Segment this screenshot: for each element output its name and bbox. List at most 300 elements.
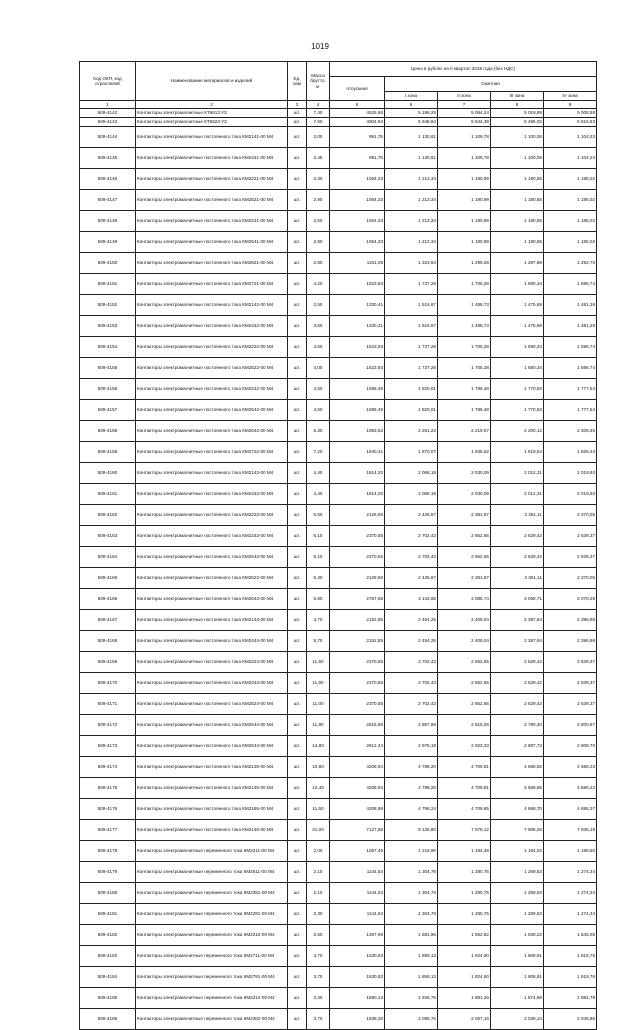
row-code: 509-4147 <box>80 190 136 211</box>
row-release-price: 1983,52 <box>330 421 385 442</box>
row-unit: шт. <box>288 883 307 904</box>
table-row <box>80 967 597 988</box>
row-code: 509-4170 <box>80 673 136 694</box>
row-zone-3-price: 1 475,69 <box>491 295 544 316</box>
row-name: Контакторы электромагнитные переменного тока КМ2302-00 М4 <box>136 1009 288 1030</box>
row-name: Контакторы электромагнитные КТ6613 УЗ <box>136 109 288 118</box>
row-zone-4-price: 2 208,45 <box>544 421 597 442</box>
table-row <box>80 337 597 358</box>
row-code: 509-4154 <box>80 337 136 358</box>
row-name: Контакторы электромагнитные постоянного тока КМ2142-00 М4 <box>136 295 288 316</box>
row-release-price: 1838,30 <box>330 1009 385 1030</box>
row-release-price: 2757,58 <box>330 589 385 610</box>
row-unit: шт. <box>288 109 307 118</box>
row-zone-1-price: 1 737,28 <box>385 274 438 295</box>
row-code: 509-4153 <box>80 316 136 337</box>
row-unit: шт. <box>288 946 307 967</box>
row-code: 509-4175 <box>80 778 136 799</box>
row-name: Контакторы электромагнитные переменного тока КМ2291-00 М4 <box>136 904 288 925</box>
row-unit: шт. <box>288 505 307 526</box>
row-release-price: 1144,54 <box>330 883 385 904</box>
row-mass: 2,50 <box>307 211 330 232</box>
row-zone-1-price: 5 648,84 <box>385 118 438 127</box>
row-name: Контакторы электромагнитные постоянного тока КМ2644-00 М4 <box>136 736 288 757</box>
row-zone-2-price: 1 190,99 <box>438 190 491 211</box>
row-zone-3-price: 4 668,70 <box>491 799 544 820</box>
row-zone-3-price: 1 269,53 <box>491 862 544 883</box>
row-code: 509-4159 <box>80 442 136 463</box>
header-zone-1: I зона <box>385 92 438 101</box>
row-zone-2-price: 2 057,16 <box>438 1009 491 1030</box>
row-code: 509-4155 <box>80 358 136 379</box>
row-zone-1-price: 2 426,67 <box>385 505 438 526</box>
row-zone-4-price: 2 639,37 <box>544 526 597 547</box>
table-row <box>80 589 597 610</box>
row-name: Контакторы электромагнитные постоянного тока КМ2543-00 М4 <box>136 547 288 568</box>
row-zone-3-price: 2 361,11 <box>491 505 544 526</box>
row-zone-2-price: 1 299,26 <box>438 253 491 274</box>
row-zone-4-price: 5 008,59 <box>544 109 597 118</box>
row-zone-1-price: 5 196,28 <box>385 109 438 118</box>
row-zone-2-price: 1 835,62 <box>438 442 491 463</box>
row-zone-1-price: 2 261,22 <box>385 421 438 442</box>
row-name: Контакторы электромагнитные постоянного тока КМ2144-00 М4 <box>136 610 288 631</box>
row-name: Контакторы электромагнитные постоянного тока КМ2443-00 М4 <box>136 484 288 505</box>
row-mass: 2,90 <box>307 190 330 211</box>
row-zone-3-price: 1 180,55 <box>491 211 544 232</box>
row-release-price: 1330,41 <box>330 295 385 316</box>
row-zone-1-price: 4 798,24 <box>385 799 438 820</box>
row-mass: 2,00 <box>307 841 330 862</box>
row-release-price: 2370,55 <box>330 547 385 568</box>
row-zone-3-price: 4 668,56 <box>491 778 544 799</box>
table-row <box>80 673 597 694</box>
row-zone-4-price: 1 274,34 <box>544 904 597 925</box>
table-row <box>80 904 597 925</box>
row-unit: шт. <box>288 925 307 946</box>
row-zone-3-price: 1 269,53 <box>491 904 544 925</box>
row-zone-3-price: 1 808,91 <box>491 946 544 967</box>
row-name: Контакторы электромагнитные постоянного тока КМ2242-00 М4 <box>136 379 288 400</box>
row-unit: шт. <box>288 862 307 883</box>
row-release-price: 1630,83 <box>330 946 385 967</box>
row-mass: 21,00 <box>307 820 330 841</box>
row-release-price: 1814,20 <box>330 484 385 505</box>
row-zone-3-price: 2 387,94 <box>491 631 544 652</box>
row-release-price: 7127,86 <box>330 820 385 841</box>
row-code: 509-4173 <box>80 736 136 757</box>
row-zone-1-price: 2 454,25 <box>385 631 438 652</box>
row-code: 509-4149 <box>80 232 136 253</box>
row-name: Контакторы электромагнитные постоянного тока КМ2141-00 М4 <box>136 127 288 148</box>
row-zone-1-price: 4 798,20 <box>385 778 438 799</box>
table-row <box>80 316 597 337</box>
row-unit: шт. <box>288 757 307 778</box>
table-row <box>80 463 597 484</box>
row-mass: 4,20 <box>307 274 330 295</box>
row-zone-3-price: 5 019,89 <box>491 109 544 118</box>
table-row <box>80 295 597 316</box>
row-unit: шт. <box>288 778 307 799</box>
header-zone-2: II зона <box>438 92 491 101</box>
row-zone-1-price: 1 304,78 <box>385 883 438 904</box>
row-zone-1-price: 2 702,43 <box>385 673 438 694</box>
table-row <box>80 526 597 547</box>
row-release-price: 1690,13 <box>330 988 385 1009</box>
row-name: Контакторы электромагнитные постоянного тока КМ2722-00 М4 <box>136 442 288 463</box>
row-mass: 3,70 <box>307 1009 330 1030</box>
table-row <box>80 400 597 421</box>
row-zone-3-price: 1 770,83 <box>491 379 544 400</box>
row-zone-4-price: 1 881,79 <box>544 988 597 1009</box>
row-release-price: 1596,49 <box>330 379 385 400</box>
row-release-price: 1161,09 <box>330 253 385 274</box>
row-zone-4-price: 1 185,02 <box>544 211 597 232</box>
row-zone-2-price: 2 923,33 <box>438 736 491 757</box>
table-row <box>80 862 597 883</box>
row-zone-3-price: 1 539,22 <box>491 925 544 946</box>
row-zone-2-price: 1 891,26 <box>438 988 491 1009</box>
row-unit: шт. <box>288 820 307 841</box>
row-zone-3-price: 1 808,91 <box>491 967 544 988</box>
row-zone-1-price: 1 304,78 <box>385 862 438 883</box>
row-code: 509-4148 <box>80 211 136 232</box>
header-zone-3: III зона <box>491 92 544 101</box>
row-zone-2-price: 2 030,09 <box>438 463 491 484</box>
row-code: 509-4158 <box>80 421 136 442</box>
row-mass: 6,10 <box>307 547 330 568</box>
row-zone-4-price: 1 696,74 <box>544 358 597 379</box>
row-zone-4-price: 2 396,98 <box>544 631 597 652</box>
row-mass: 11,60 <box>307 652 330 673</box>
row-zone-2-price: 5 544,38 <box>438 118 491 127</box>
row-zone-1-price: 1 213,34 <box>385 232 438 253</box>
row-zone-4-price: 2 370,05 <box>544 505 597 526</box>
row-zone-2-price: 4 709,85 <box>438 799 491 820</box>
row-unit: шт. <box>288 694 307 715</box>
row-zone-1-price: 4 798,20 <box>385 757 438 778</box>
row-zone-2-price: 1 190,99 <box>438 232 491 253</box>
row-mass: 6,80 <box>307 589 330 610</box>
row-zone-3-price: 1 690,34 <box>491 337 544 358</box>
row-zone-2-price: 2 652,65 <box>438 526 491 547</box>
row-mass: 11,90 <box>307 715 330 736</box>
row-mass: 2,30 <box>307 169 330 190</box>
table-row <box>80 358 597 379</box>
table-row <box>80 925 597 946</box>
table-row <box>80 1009 597 1030</box>
row-unit: шт. <box>288 841 307 862</box>
row-zone-2-price: 2 652,65 <box>438 673 491 694</box>
row-zone-4-price: 2 019,93 <box>544 484 597 505</box>
table-row <box>80 109 597 118</box>
row-unit: шт. <box>288 232 307 253</box>
row-name: Контакторы электромагнитные постоянного тока КМ2523-00 М4 <box>136 568 288 589</box>
row-zone-4-price: 1 545,05 <box>544 925 597 946</box>
row-zone-4-price: 1 696,74 <box>544 337 597 358</box>
row-zone-2-price: 3 085,74 <box>438 589 491 610</box>
row-mass: 7,40 <box>307 109 330 118</box>
row-zone-3-price: 7 906,26 <box>491 820 544 841</box>
row-zone-1-price: 2 702,43 <box>385 547 438 568</box>
row-code: 509-4168 <box>80 631 136 652</box>
row-code: 509-4166 <box>80 589 136 610</box>
row-mass: 4,40 <box>307 484 330 505</box>
header-release: отпускная <box>330 77 385 101</box>
table-row <box>80 547 597 568</box>
row-zone-3-price: 2 629,42 <box>491 673 544 694</box>
row-zone-2-price: 1 705,28 <box>438 274 491 295</box>
row-code: 509-4169 <box>80 652 136 673</box>
row-zone-4-price: 3 070,29 <box>544 589 597 610</box>
row-zone-3-price: 2 012,31 <box>491 484 544 505</box>
header-mass: Масса брутто, кг <box>307 62 330 101</box>
row-zone-4-price: 2 370,05 <box>544 568 597 589</box>
row-mass: 2,00 <box>307 127 330 148</box>
table-row <box>80 442 597 463</box>
row-zone-1-price: 1 926,75 <box>385 988 438 1009</box>
table-row <box>80 988 597 1009</box>
row-code: 509-4167 <box>80 610 136 631</box>
row-mass: 2,60 <box>307 925 330 946</box>
row-zone-2-price: 2 409,04 <box>438 610 491 631</box>
row-zone-1-price: 2 702,43 <box>385 526 438 547</box>
column-number-row <box>80 101 597 109</box>
column-number: 7 <box>438 101 491 109</box>
row-name: Контакторы электромагнитные постоянного тока КМ2621-00 М4 <box>136 253 288 274</box>
row-code: 509-4152 <box>80 295 136 316</box>
row-zone-2-price: 2 652,65 <box>438 652 491 673</box>
row-release-price: 1523,93 <box>330 274 385 295</box>
table-row <box>80 652 597 673</box>
row-zone-2-price: 1 194,48 <box>438 841 491 862</box>
row-mass: 5,70 <box>307 631 330 652</box>
row-zone-4-price: 1 481,28 <box>544 295 597 316</box>
row-zone-3-price: 5 496,02 <box>491 118 544 127</box>
row-release-price: 4525,68 <box>330 109 385 118</box>
row-zone-2-price: 1 824,90 <box>438 967 491 988</box>
row-unit: шт. <box>288 211 307 232</box>
row-mass: 3,70 <box>307 610 330 631</box>
row-mass: 4,00 <box>307 337 330 358</box>
row-name: Контакторы электромагнитные постоянного тока КМ2244-00 М4 <box>136 673 288 694</box>
row-zone-1-price: 2 702,43 <box>385 694 438 715</box>
table-row <box>80 274 597 295</box>
table-row <box>80 694 597 715</box>
row-mass: 5,50 <box>307 505 330 526</box>
row-unit: шт. <box>288 610 307 631</box>
row-zone-2-price: 1 786,48 <box>438 400 491 421</box>
row-zone-4-price: 4 686,23 <box>544 778 597 799</box>
row-unit: шт. <box>288 379 307 400</box>
row-mass: 7,60 <box>307 118 330 127</box>
table-row <box>80 127 597 148</box>
row-zone-2-price: 1 705,28 <box>438 337 491 358</box>
row-code: 509-4161 <box>80 484 136 505</box>
row-unit: шт. <box>288 967 307 988</box>
row-mass: 7,20 <box>307 442 330 463</box>
row-mass: 11,50 <box>307 799 330 820</box>
row-code: 509-4165 <box>80 568 136 589</box>
table-row <box>80 610 597 631</box>
row-zone-2-price: 1 552,82 <box>438 925 491 946</box>
row-unit: шт. <box>288 358 307 379</box>
row-zone-2-price: 1 488,73 <box>438 316 491 337</box>
row-zone-3-price: 2 629,42 <box>491 526 544 547</box>
row-name: Контакторы электромагнитные постоянного тока КМ2643-00 М4 <box>136 589 288 610</box>
row-zone-3-price: 1 819,54 <box>491 442 544 463</box>
header-code: Код ОКП, код отраслевой <box>80 62 136 101</box>
row-unit: шт. <box>288 589 307 610</box>
row-zone-1-price: 1 820,01 <box>385 400 438 421</box>
table-row <box>80 118 597 127</box>
row-zone-4-price: 2 046,86 <box>544 1009 597 1030</box>
row-code: 509-4164 <box>80 547 136 568</box>
row-name: Контакторы электромагнитные постоянного тока КМ2541-00 М4 <box>136 232 288 253</box>
row-unit: шт. <box>288 316 307 337</box>
row-unit: шт. <box>288 118 307 127</box>
row-name: Контакторы электромагнитные постоянного тока КМ2522-00 М4 <box>136 358 288 379</box>
row-zone-4-price: 2 639,37 <box>544 673 597 694</box>
row-mass: 5,30 <box>307 568 330 589</box>
row-name: Контакторы электромагнитные постоянного тока КМ2542-00 М4 <box>136 400 288 421</box>
row-zone-4-price: 1 185,02 <box>544 190 597 211</box>
row-code: 509-4143 <box>80 118 136 127</box>
row-release-price: 2370,55 <box>330 694 385 715</box>
row-zone-3-price: 1 180,55 <box>491 232 544 253</box>
row-unit: шт. <box>288 442 307 463</box>
row-zone-3-price: 4 668,56 <box>491 757 544 778</box>
row-code: 509-4180 <box>80 883 136 904</box>
row-unit: шт. <box>288 295 307 316</box>
row-zone-1-price: 1 737,28 <box>385 337 438 358</box>
row-zone-3-price: 2 039,14 <box>491 1009 544 1030</box>
row-zone-2-price: 1 280,75 <box>438 862 491 883</box>
table-row <box>80 799 597 820</box>
row-zone-4-price: 1 292,76 <box>544 253 597 274</box>
row-unit: шт. <box>288 652 307 673</box>
row-zone-2-price: 5 064,24 <box>438 109 491 118</box>
row-zone-3-price: 1 180,55 <box>491 169 544 190</box>
row-unit: шт. <box>288 988 307 1009</box>
row-name: Контакторы электромагнитные постоянного тока КМ2243-00 М4 <box>136 526 288 547</box>
row-zone-2-price: 1 280,75 <box>438 883 491 904</box>
row-release-price: 1330,41 <box>330 316 385 337</box>
row-zone-2-price: 1 705,28 <box>438 358 491 379</box>
table-row <box>80 505 597 526</box>
row-unit: шт. <box>288 568 307 589</box>
row-name: Контакторы электромагнитные КТ6623 УЗ <box>136 118 288 127</box>
row-zone-4-price: 1 696,74 <box>544 274 597 295</box>
row-mass: 4,00 <box>307 358 330 379</box>
row-code: 509-4145 <box>80 148 136 169</box>
header-estimate: Сметная <box>385 77 597 92</box>
column-number: 4 <box>307 101 330 109</box>
row-zone-4-price: 1 274,34 <box>544 883 597 904</box>
row-zone-1-price: 1 859,13 <box>385 967 438 988</box>
row-zone-3-price: 1 690,34 <box>491 274 544 295</box>
row-name: Контакторы электромагнитные постоянного тока КМ2146-00 М4 <box>136 820 288 841</box>
row-mass: 2,30 <box>307 904 330 925</box>
row-zone-2-price: 1 190,99 <box>438 169 491 190</box>
row-code: 509-4160 <box>80 463 136 484</box>
row-mass: 4,50 <box>307 400 330 421</box>
row-zone-2-price: 1 109,78 <box>438 148 491 169</box>
row-release-price: 4208,98 <box>330 799 385 820</box>
row-code: 509-4156 <box>80 379 136 400</box>
row-name: Контакторы электромагнитные постоянного тока КМ2642-00 М4 <box>136 421 288 442</box>
table-row <box>80 715 597 736</box>
row-zone-2-price: 1 109,78 <box>438 127 491 148</box>
table-row <box>80 778 597 799</box>
row-mass: 2,50 <box>307 295 330 316</box>
row-zone-2-price: 2 652,65 <box>438 694 491 715</box>
row-zone-2-price: 1 190,99 <box>438 211 491 232</box>
row-zone-3-price: 2 200,12 <box>491 421 544 442</box>
row-zone-1-price: 1 516,67 <box>385 295 438 316</box>
row-release-price: 4208,94 <box>330 778 385 799</box>
row-zone-2-price: 2 409,04 <box>438 631 491 652</box>
row-unit: шт. <box>288 484 307 505</box>
row-zone-1-price: 1 130,61 <box>385 127 438 148</box>
row-zone-4-price: 4 686,23 <box>544 757 597 778</box>
row-zone-3-price: 1 287,88 <box>491 253 544 274</box>
row-name: Контакторы электромагнитные постоянного тока КМ2441-00 М4 <box>136 148 288 169</box>
column-number: 9 <box>544 101 597 109</box>
row-release-price: 1630,83 <box>330 967 385 988</box>
row-zone-4-price: 1 815,76 <box>544 967 597 988</box>
row-release-price: 1064,33 <box>330 190 385 211</box>
row-zone-4-price: 1 274,34 <box>544 862 597 883</box>
row-code: 509-4179 <box>80 862 136 883</box>
row-zone-1-price: 1 737,28 <box>385 358 438 379</box>
row-zone-4-price: 2 639,37 <box>544 694 597 715</box>
row-zone-4-price: 4 686,37 <box>544 799 597 820</box>
table-row <box>80 484 597 505</box>
row-unit: шт. <box>288 463 307 484</box>
table-row <box>80 736 597 757</box>
row-name: Контакторы электромагнитные постоянного тока КМ2521-00 М4 <box>136 190 288 211</box>
row-zone-4-price: 2 019,93 <box>544 463 597 484</box>
row-name: Контакторы электромагнитные переменного тока КМ2211-00 М4 <box>136 841 288 862</box>
table-row <box>80 568 597 589</box>
row-release-price: 2152,85 <box>330 631 385 652</box>
row-zone-3-price: 2 897,73 <box>491 736 544 757</box>
row-name: Контакторы электромагнитные постоянного тока КМ2524-00 М4 <box>136 694 288 715</box>
row-zone-4-price: 1 777,54 <box>544 400 597 421</box>
row-name: Контакторы электромагнитные постоянного тока КМ2241-00 М4 <box>136 211 288 232</box>
row-code: 509-4146 <box>80 169 136 190</box>
header-row-1 <box>80 62 597 77</box>
row-release-price: 2370,55 <box>330 526 385 547</box>
row-zone-4-price: 2 639,37 <box>544 652 597 673</box>
row-zone-1-price: 2 454,25 <box>385 610 438 631</box>
row-zone-4-price: 1 185,02 <box>544 232 597 253</box>
row-mass: 14,80 <box>307 736 330 757</box>
row-mass: 2,80 <box>307 253 330 274</box>
row-release-price: 1067,45 <box>330 841 385 862</box>
row-unit: шт. <box>288 274 307 295</box>
row-mass: 6,10 <box>307 526 330 547</box>
row-unit: шт. <box>288 799 307 820</box>
row-name: Контакторы электромагнитные постоянного тока КМ2222-00 М4 <box>136 337 288 358</box>
row-zone-2-price: 2 030,09 <box>438 484 491 505</box>
row-code: 509-4171 <box>80 694 136 715</box>
row-name: Контакторы электромагнитные переменного тока КМ2791-00 М4 <box>136 967 288 988</box>
row-zone-3-price: 2 790,40 <box>491 715 544 736</box>
row-mass: 2,10 <box>307 883 330 904</box>
row-code: 509-4144 <box>80 127 136 148</box>
